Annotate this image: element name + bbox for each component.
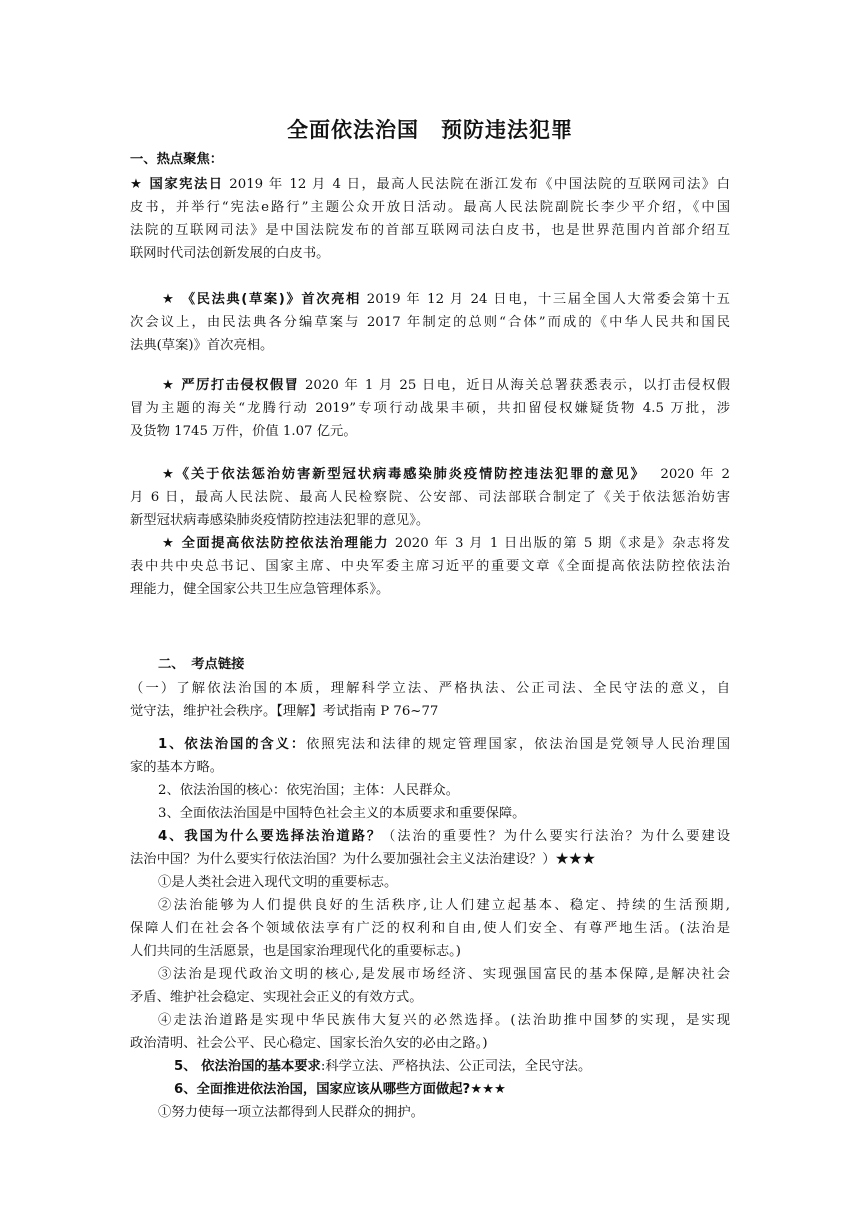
hot-item-1-line-4: 联网时代司法创新发展的白皮书。 [130,246,330,261]
hot-item-3-line-1: ★ 严厉打击侵权假冒 2020 年 1 月 25 日电，近日从海关总署获悉表示，以打击侵权假 [162,378,730,393]
point-1-line-1: 1、依法治国的含义：依照宪法和法律的规定管理国家，依法治国是党领导人民治理国 [158,737,730,752]
hot-item-2-line-3: 法典(草案)》首次亮相。 [130,338,274,353]
page-title: 全面依法治国 预防违法犯罪 [287,118,573,142]
hot-item-2-line-1: ★ 《民法典(草案)》首次亮相 2019 年 12 月 24 日电，十三届全国人大常委会第十五 [162,292,730,307]
reason-4-line-2: 政治清明、社会公平、民心稳定、国家长治久安的必由之路。) [130,1036,488,1051]
reason-4-line-1: ④走法治道路是实现中华民族伟大复兴的必然选择。(法治助推中国梦的实现，是实现 [158,1013,730,1028]
reason-3-line-2: 矛盾、维护社会稳定、实现社会正义的有效方式。 [130,990,423,1005]
hot-item-1-line-1: ★ 国家宪法日 2019 年 12 月 4 日，最高人民法院在浙江发布《中国法院的互联网司法》白 [130,177,730,192]
point-6: 6、全面推进依法治国，国家应该从哪些方面做起?★★★ [174,1082,506,1097]
hot-item-2-line-2: 次会议上，由民法典各分编草案与 2017 年制定的总则“合体”而成的《中华人民共和国民 [130,315,730,330]
point-5: 5、 依法治国的基本要求:科学立法、严格执法、公正司法，全民守法。 [174,1059,592,1074]
point-1-line-2: 家的基本方略。 [130,760,224,775]
point-4-line-1: 4、我国为什么要选择法治道路？（法治的重要性？为什么要实行法治？为什么要建设 [158,829,730,844]
hot-item-5-line-2: 表中共中央总书记、国家主席、中央军委主席习近平的重要文章《全面提高依法防控依法治 [130,559,730,574]
hot-item-1-line-3: 法院的互联网司法》是中国法院发布的首部互联网司法白皮书，也是世界范围内首部介绍互 [130,223,730,238]
hot-item-1-line-2: 皮书，并举行“宪法e路行”主题公众开放日活动。最高人民法院副院长李少平介绍，《中国 [130,200,730,215]
reason-1: ①是人类社会进入现代文明的重要标志。 [158,875,398,890]
hot-item-4-line-3: 新型冠状病毒感染肺炎疫情防控违法犯罪的意见》。 [130,513,430,528]
point-4-line-2: 法治中国？为什么要实行依法治国？为什么要加强社会主义法治建设？）★★★ [130,852,596,867]
subsection-1-line-2: 觉守法，维护社会秩序。【理解】考试指南 P 76~77 [130,704,439,719]
reason-2-line-1: ②法治能够为人们提供良好的生活秩序,让人们建立起基本、稳定、持续的生活预期, [158,898,730,913]
hot-item-5-line-1: ★ 全面提高依法防控依法治理能力 2020 年 3 月 1 日出版的第 5 期《求是》杂志将发 [162,536,730,551]
section-heading-hot: 一、热点聚焦： [130,152,224,167]
reason-3-line-1: ③法治是现代政治文明的核心,是发展市场经济、实现强国富民的基本保障,是解决社会 [158,967,730,982]
reason-2-line-2: 保障人们在社会各个领域依法享有广泛的权利和自由,使人们安全、有尊严地生活。(法治是 [130,921,730,936]
hot-item-3-line-2: 冒为主题的海关“龙腾行动 2019”专项行动战果丰硕，共扣留侵权嫌疑货物 4.5 万批，涉 [130,401,730,416]
hot-item-5-line-3: 理能力，健全国家公共卫生应急管理体系》。 [130,582,390,597]
hot-item-3-line-3: 及货物 1745 万件，价值 1.07 亿元。 [130,424,357,439]
subsection-1-line-1: （一）了解依法治国的本质，理解科学立法、严格执法、公正司法、全民守法的意义，自 [130,681,730,696]
reason-2-line-3: 人们共同的生活愿景，也是国家治理现代化的重要标志。) [130,944,461,959]
step-1: ①努力使每一项立法都得到人民群众的拥护。 [158,1105,424,1120]
section-heading-exam-link: 二、 考点链接 [158,657,245,672]
point-2: 2、依法治国的核心：依宪治国；主体：人民群众。 [158,783,459,798]
hot-item-4-line-2: 月 6 日，最高人民法院、最高人民检察院、公安部、司法部联合制定了《关于依法惩治妨害 [130,490,730,505]
point-3: 3、全面依法治国是中国特色社会主义的本质要求和重要保障。 [158,806,526,821]
hot-item-4-line-1: ★《关于依法惩治妨害新型冠状病毒感染肺炎疫情防控违法犯罪的意见》 2020 年 2 [162,467,730,482]
